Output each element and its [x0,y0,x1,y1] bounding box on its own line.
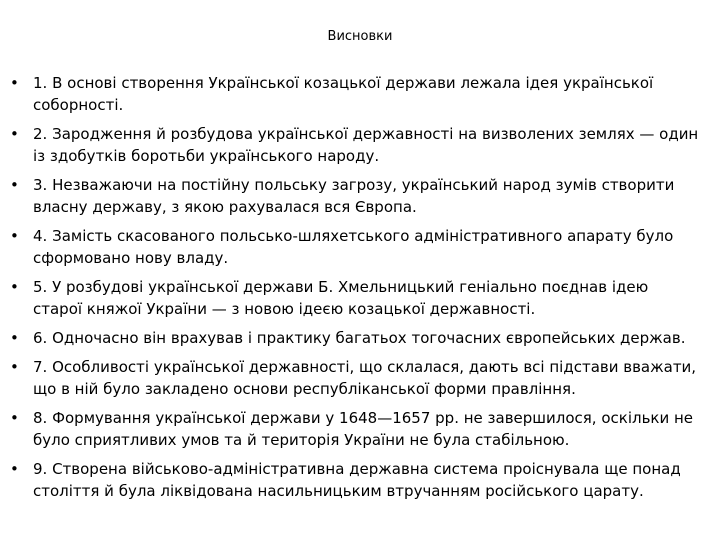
bullet-icon: • [10,74,19,92]
bullet-icon: • [10,329,19,347]
list-item [10,174,700,218]
list-item [10,276,700,320]
list-item-text: 6. Одночасно він врахував і практику багатьох тогочасних європейських держав. [33,329,686,347]
list-item [10,72,700,116]
list-item-text: 8. Формування української держави у 1648—1657 рр. не завершилося, оскільки не було сприятливих умов та й територія України не була стабільною. [33,409,694,449]
list-item [10,356,700,400]
bullet-icon: • [10,358,19,376]
list-item [10,327,700,349]
slide-title: Висновки [327,29,393,44]
list-item-text: 1. В основі створення Української козацької держави лежала ідея української соборності. [33,74,654,114]
list-item [10,225,700,269]
list-item-text: 4. Замість скасованого польсько-шляхетського адміністративного апарату було сформовано нову владу. [33,227,674,267]
conclusions-list [10,72,700,509]
list-item [10,123,700,167]
bullet-icon: • [10,278,19,296]
bullet-icon: • [10,409,19,427]
bullet-icon: • [10,125,19,143]
list-item-text: 2. Зародження й розбудова української державності на визволених землях — один із здобутків боротьби українського народу. [33,125,699,165]
bullet-icon: • [10,176,19,194]
list-item-text: 7. Особливості української державності, що склалася, дають всі підстави вважати, що в ній було закладено основи республіканської форми правління. [33,358,697,398]
list-item-text: 9. Створена військово-адміністративна державна система проіснувала ще понад століття й була ліквідована насильницьким втручанням російського царату. [33,460,681,500]
list-item [10,407,700,451]
list-item [10,458,700,502]
list-item-text: 3. Незважаючи на постійну польську загрозу, український народ зумів створити власну державу, з якою рахувалася вся Європа. [33,176,675,216]
bullet-icon: • [10,227,19,245]
bullet-icon: • [10,460,19,478]
list-item-text: 5. У розбудові української держави Б. Хмельницький геніально поєднав ідею старої княжої України — з новою ідеєю козацької державності. [33,278,649,318]
